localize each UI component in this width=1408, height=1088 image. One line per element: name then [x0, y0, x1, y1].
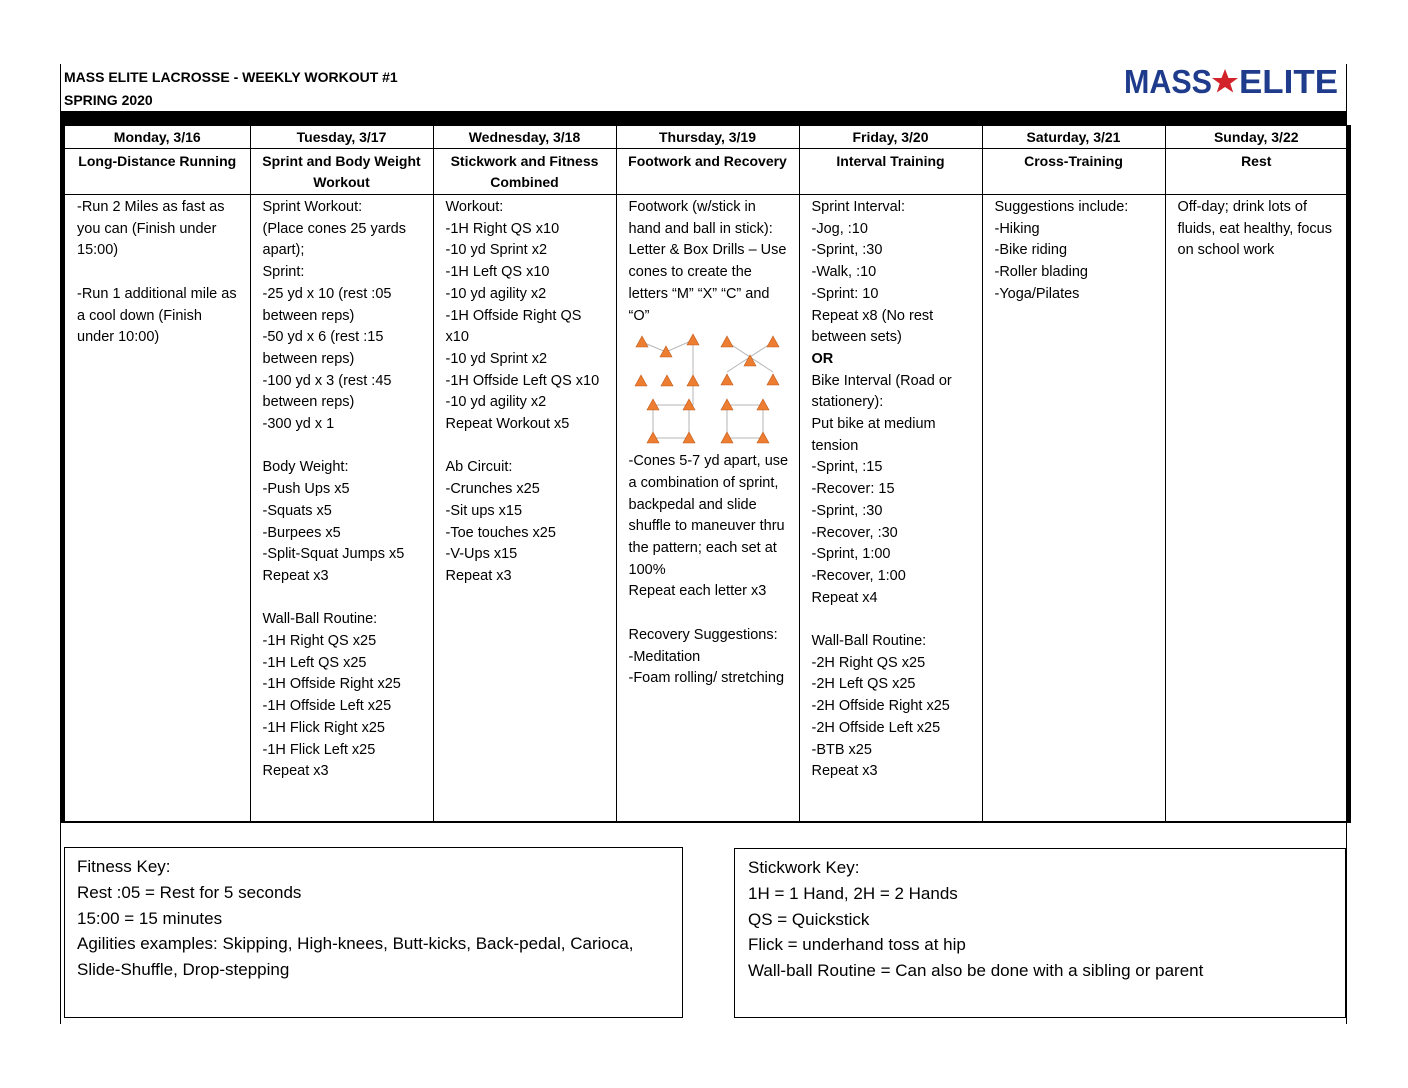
detail-line: -2H Offside Right x25 — [811, 698, 950, 715]
logo-graphic — [1122, 62, 1342, 98]
stickwork-key-title: Stickwork Key: — [748, 858, 860, 877]
friday-details — [799, 195, 982, 823]
cone-icons — [635, 334, 779, 443]
stickwork-key-box — [734, 848, 1346, 1018]
detail-line — [629, 603, 791, 625]
stickwork-key-line: 1H = 1 Hand, 2H = 2 Hands — [748, 883, 958, 903]
detail-line — [263, 436, 425, 458]
cone-icon — [687, 334, 699, 345]
detail-line: Suggestions include: — [994, 199, 1129, 215]
document-title — [64, 66, 398, 112]
detail-line: -BTB x25 — [811, 741, 872, 758]
detail-line: Workout: — [445, 199, 504, 215]
detail-line: -10 yd Sprint x2 — [445, 350, 548, 367]
detail-line: Off-day; drink lots of fluids, eat healthy, focus on school work — [1177, 199, 1337, 259]
fitness-key-box — [64, 847, 683, 1018]
day-header: Wednesday, 3/18 — [433, 126, 616, 149]
detail-line: Repeat each letter x3 — [628, 583, 767, 600]
detail-line: -Sprint, 1:00 — [811, 546, 891, 563]
stickwork-key-line: Wall-ball Routine = Can also be done with a sibling or parent — [748, 961, 1204, 981]
header-black-bar — [61, 111, 1347, 125]
monday-details — [63, 195, 250, 823]
detail-line: -10 yd agility x2 — [445, 394, 547, 411]
workout-type: Sprint and Body Weight Workout — [250, 149, 433, 195]
detail-line: -1H Offside Left x25 — [262, 698, 392, 715]
detail-line: -25 yd x 10 (rest :05 between reps) — [262, 285, 396, 324]
fitness-key-line: Agilities examples: Skipping, High-knees, Butt-kicks, Back-pedal, Carioca, Slide-Shuffle, Drop-stepping — [77, 934, 634, 980]
detail-line: -1H Flick Right x25 — [262, 719, 385, 736]
detail-line: Sprint Workout: — [262, 199, 363, 215]
day-header: Tuesday, 3/17 — [250, 126, 433, 149]
wednesday-details — [433, 195, 616, 823]
detail-line: Repeat x3 — [811, 763, 878, 780]
detail-line: -50 yd x 6 (rest :15 between reps) — [262, 329, 388, 367]
detail-line: -1H Offside Right QS x10 — [445, 307, 586, 346]
detail-line: -Yoga/Pilates — [994, 285, 1080, 302]
cone-icon — [721, 336, 733, 347]
day-header: Monday, 3/16 — [63, 126, 250, 149]
detail-line: Body Weight: — [262, 459, 349, 476]
detail-line: Bike Interval (Road or stationery): — [811, 372, 956, 411]
detail-line: -Run 1 additional mile as a cool down (Finish under 10:00) — [77, 285, 241, 346]
detail-line: Wall-Ball Routine: — [811, 633, 927, 650]
detail-line: Ab Circuit: — [445, 459, 513, 476]
detail-line: -Crunches x25 — [445, 481, 540, 498]
detail-line: -Recover: 15 — [811, 481, 895, 498]
cone-icon — [660, 346, 672, 357]
detail-line: -Squats x5 — [262, 502, 332, 519]
workout-type-row — [63, 149, 1349, 195]
detail-line: -Push Ups x5 — [262, 481, 350, 498]
workout-type: Interval Training — [799, 149, 982, 195]
title-line-2: SPRING 2020 — [64, 92, 153, 108]
detail-line: Repeat x3 — [445, 567, 512, 584]
cone-icon — [661, 375, 673, 386]
or-separator: OR — [811, 350, 834, 367]
fitness-key-title: Fitness Key: — [77, 857, 171, 876]
detail-line: -1H Right QS x25 — [262, 633, 377, 650]
detail-line: -Sprint, :15 — [811, 459, 883, 476]
logo-star-icon — [1212, 69, 1238, 93]
cone-icon — [767, 336, 779, 347]
detail-line — [812, 609, 974, 631]
detail-line: Sprint Interval: — [811, 199, 905, 215]
fitness-key-line: 15:00 = 15 minutes — [77, 908, 223, 928]
workout-type: Cross-Training — [982, 149, 1165, 195]
cone-letter-drill-diagram — [633, 331, 783, 449]
detail-line: -Burpees x5 — [262, 524, 341, 541]
detail-line: -1H Left QS x25 — [262, 654, 367, 671]
cone-icon — [721, 374, 733, 385]
detail-line — [77, 262, 242, 284]
detail-line: -Walk, :10 — [811, 264, 877, 281]
workout-type: Footwork and Recovery — [616, 149, 799, 195]
detail-line: -Cones 5-7 yd apart, use a combination of sprint, backpedal and slide shuffle to maneuver thru the pattern; each set at 100% — [628, 453, 793, 578]
detail-line: Put bike at medium tension — [811, 416, 940, 454]
detail-line: Repeat x3 — [262, 567, 329, 584]
detail-line: Sprint: — [262, 264, 305, 281]
detail-line: -1H Left QS x10 — [445, 264, 550, 281]
stickwork-key-line: Flick = underhand toss at hip — [748, 935, 966, 955]
detail-line: Repeat x4 — [811, 589, 878, 606]
cone-icon — [687, 375, 699, 386]
detail-line: -Recover, :30 — [811, 524, 898, 541]
detail-line: -Roller blading — [994, 264, 1088, 281]
detail-line: -Sprint, :30 — [811, 242, 883, 259]
stickwork-key-line: QS = Quickstick — [748, 909, 870, 929]
cone-icon — [744, 355, 756, 366]
detail-line: -Toe touches x25 — [445, 524, 556, 541]
detail-line — [263, 588, 425, 610]
detail-line: -Meditation — [628, 648, 701, 665]
mass-elite-logo — [1122, 62, 1342, 98]
cone-icon — [635, 375, 647, 386]
day-header: Saturday, 3/21 — [982, 126, 1165, 149]
day-header-row — [63, 126, 1349, 149]
workout-type: Stickwork and Fitness Combined — [433, 149, 616, 195]
logo-text-left: MASS — [1124, 63, 1212, 98]
title-line-1: MASS ELITE LACROSSE - WEEKLY WORKOUT #1 — [64, 69, 398, 85]
detail-line: -Jog, :10 — [811, 220, 868, 237]
cone-icon — [636, 336, 648, 347]
detail-line: -Hiking — [994, 220, 1040, 237]
logo-text-right: ELITE — [1239, 63, 1338, 98]
detail-line: Footwork (w/stick in hand and ball in stick): Letter & Box Drills – Use cones to create the letters “M” “X” “C” and “O” — [628, 199, 791, 324]
detail-line: Repeat x3 — [262, 763, 329, 780]
detail-line: -Run 2 Miles as fast as you can (Finish under 15:00) — [77, 199, 229, 259]
detail-line: -Split-Squat Jumps x5 — [262, 546, 405, 563]
fitness-key-line: Rest :05 = Rest for 5 seconds — [77, 882, 302, 902]
detail-line — [446, 436, 608, 458]
day-header: Thursday, 3/19 — [616, 126, 799, 149]
detail-line: -10 yd Sprint x2 — [445, 242, 548, 259]
detail-line: -100 yd x 3 (rest :45 between reps) — [262, 372, 396, 411]
detail-line: Wall-Ball Routine: — [262, 611, 378, 628]
detail-line: -Sprint, :30 — [811, 502, 883, 519]
detail-line: -Sprint: 10 — [811, 285, 879, 302]
workout-detail-row — [63, 195, 1349, 823]
weekly-schedule-table — [61, 125, 1351, 823]
detail-line: (Place cones 25 yards apart); — [262, 220, 410, 259]
workout-type: Long-Distance Running — [63, 149, 250, 195]
detail-line: -V-Ups x15 — [445, 546, 518, 563]
day-header: Friday, 3/20 — [799, 126, 982, 149]
sunday-details — [1165, 195, 1349, 823]
detail-line: -1H Flick Left x25 — [262, 741, 376, 758]
detail-line: -Bike riding — [994, 242, 1068, 259]
saturday-details — [982, 195, 1165, 823]
detail-line: -1H Offside Left QS x10 — [445, 372, 600, 389]
thursday-details — [616, 195, 799, 823]
detail-line: -1H Offside Right x25 — [262, 676, 401, 693]
detail-line: -2H Right QS x25 — [811, 654, 926, 671]
detail-line: -300 yd x 1 — [262, 416, 335, 433]
detail-line: -Foam rolling/ stretching — [628, 670, 785, 687]
detail-line: Repeat Workout x5 — [445, 416, 570, 433]
detail-line: -2H Left QS x25 — [811, 676, 916, 693]
cone-icon — [767, 374, 779, 385]
detail-line: -Recover, 1:00 — [811, 567, 906, 584]
detail-line: -1H Right QS x10 — [445, 220, 560, 237]
detail-line: -10 yd agility x2 — [445, 285, 547, 302]
workout-type: Rest — [1165, 149, 1349, 195]
detail-line: Recovery Suggestions: — [628, 626, 778, 643]
tuesday-details — [250, 195, 433, 823]
day-header: Sunday, 3/22 — [1165, 126, 1349, 149]
detail-line: Repeat x8 (No rest between sets) — [811, 307, 938, 346]
detail-line: -2H Offside Left x25 — [811, 719, 941, 736]
detail-line: -Sit ups x15 — [445, 502, 523, 519]
